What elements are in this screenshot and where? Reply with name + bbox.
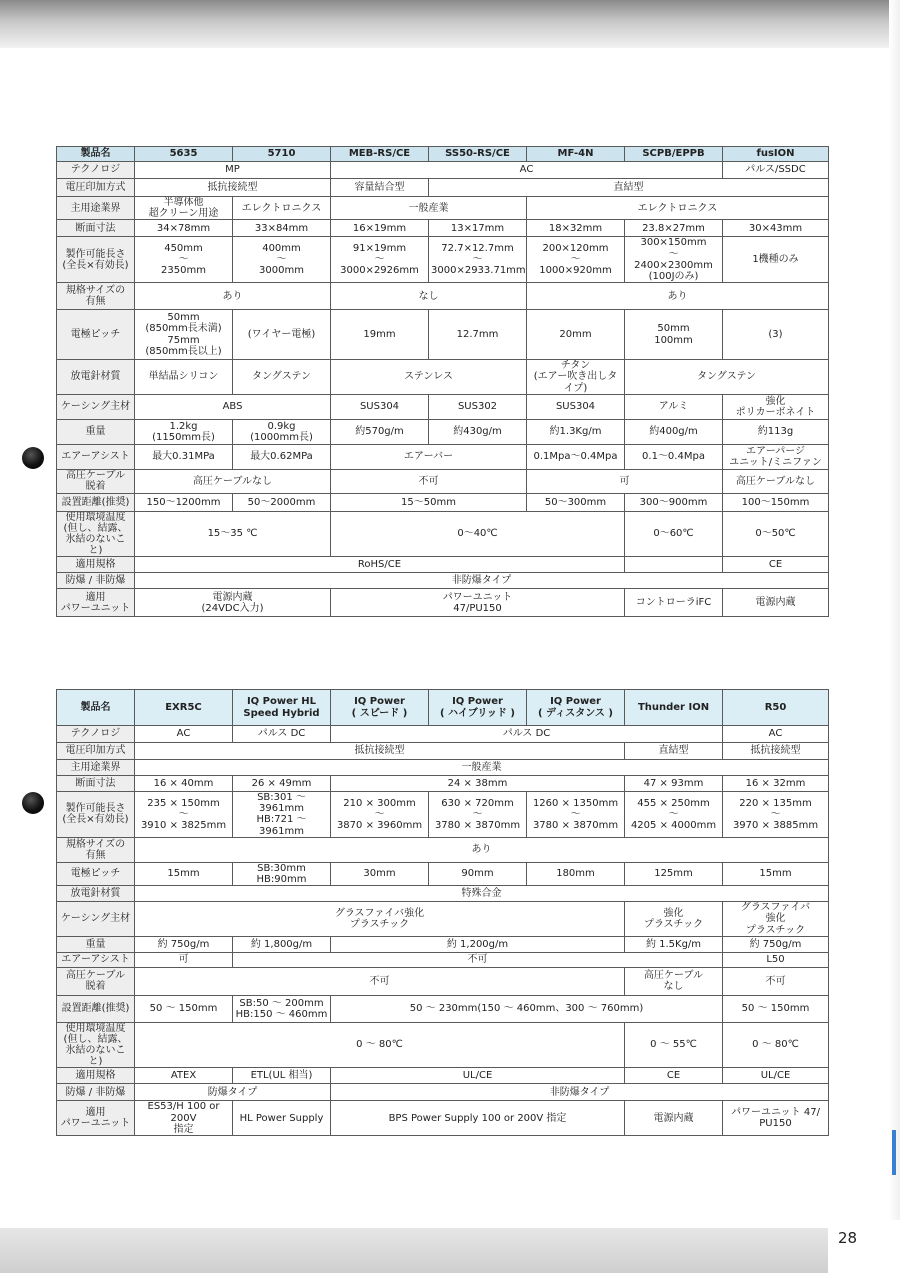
table-cell: 強化 ポリカーボネイト: [723, 394, 829, 419]
table-cell: 約 1.5Kg/m: [625, 936, 723, 952]
table-cell: SB:30mm HB:90mm: [233, 862, 331, 885]
table-cell: [625, 557, 723, 573]
row-label: 防爆 / 非防爆: [57, 573, 135, 589]
table-cell: 12.7mm: [429, 310, 527, 360]
row-label: 規格サイズの 有無: [57, 283, 135, 310]
table-cell: ATEX: [135, 1068, 233, 1084]
table-cell: 特殊合金: [135, 886, 829, 902]
row-label: 設置距離(推奨): [57, 995, 135, 1022]
page-footer-band: [0, 1228, 900, 1273]
table-row: [57, 197, 829, 220]
product-name-cell: 5635: [135, 147, 233, 162]
table-cell: ES53/H 100 or 200V 指定: [135, 1101, 233, 1136]
table-cell: 電源内蔵: [723, 589, 829, 617]
table-cell: SB:50 ～ 200mm HB:150 ～ 460mm: [233, 995, 331, 1022]
row-label: 製作可能長さ (全長×有効長): [57, 237, 135, 283]
table-row: [57, 952, 829, 967]
table-cell: 90mm: [429, 862, 527, 885]
table-cell: L50: [723, 952, 829, 967]
row-label: 使用環境温度 (但し、結露、 氷結のないこと): [57, 1022, 135, 1068]
table-row: [57, 1068, 829, 1084]
row-label: 断面寸法: [57, 220, 135, 237]
table-cell: 210 × 300mm ～ 3870 × 3960mm: [331, 792, 429, 838]
table-row: [57, 469, 829, 493]
product-name-cell: MEB-RS/CE: [331, 147, 429, 162]
table-cell: 24 × 38mm: [331, 776, 625, 792]
table-cell: エアーバー: [331, 444, 527, 469]
row-label: ケーシング主材: [57, 902, 135, 937]
table-row: [57, 419, 829, 444]
table-cell: 強化 プラスチック: [625, 902, 723, 937]
row-label: エアーアシスト: [57, 444, 135, 469]
header-row: [57, 690, 829, 726]
table-cell: グラスファイバ 強化 プラスチック: [723, 902, 829, 937]
header-row: [57, 147, 829, 162]
table-row: [57, 179, 829, 197]
product-name-cell: fusION: [723, 147, 829, 162]
table-cell: 電源内蔵 (24VDC入力): [135, 589, 331, 617]
row-label: 重量: [57, 419, 135, 444]
table-row: [57, 886, 829, 902]
table-cell: 高圧ケーブル なし: [625, 967, 723, 995]
table-cell: 約1.3Kg/m: [527, 419, 625, 444]
product-name-cell: MF-4N: [527, 147, 625, 162]
table-cell: CE: [625, 1068, 723, 1084]
table-row: [57, 726, 829, 743]
product-name-cell: EXR5C: [135, 690, 233, 726]
table-cell: 単結晶シリコン: [135, 360, 233, 395]
table-cell: タングステン: [233, 360, 331, 395]
table-row: [57, 511, 829, 557]
table-row: [57, 837, 829, 862]
row-label: 製作可能長さ (全長×有効長): [57, 792, 135, 838]
row-label: 電極ピッチ: [57, 862, 135, 885]
table-cell: 300～900mm: [625, 493, 723, 511]
table-cell: 一般産業: [331, 197, 527, 220]
table-row: [57, 310, 829, 360]
table-row: [57, 792, 829, 838]
table-row: [57, 589, 829, 617]
row-label: 高圧ケーブル 脱着: [57, 967, 135, 995]
table-cell: 0 ～ 55℃: [625, 1022, 723, 1068]
table-row: [57, 967, 829, 995]
row-label: 適用 パワーユニット: [57, 589, 135, 617]
table-cell: 0 ～ 80℃: [723, 1022, 829, 1068]
table-cell: 455 × 250mm ～ 4205 × 4000mm: [625, 792, 723, 838]
table-row: [57, 283, 829, 310]
table-cell: AC: [135, 726, 233, 743]
table-cell: 150～1200mm: [135, 493, 233, 511]
page-number: 28: [838, 1229, 858, 1247]
page-top-shadow: [0, 0, 900, 48]
table-cell: SB:301 ～ 3961mm HB:721 ～ 3961mm: [233, 792, 331, 838]
row-label: 電圧印加方式: [57, 179, 135, 197]
table-cell: 1機種のみ: [723, 237, 829, 283]
row-label: ケーシング主材: [57, 394, 135, 419]
row-label: 電極ピッチ: [57, 310, 135, 360]
table-cell: 125mm: [625, 862, 723, 885]
table-cell: パワーユニット 47/ PU150: [723, 1101, 829, 1136]
table-cell: 一般産業: [135, 760, 829, 776]
table-cell: UL/CE: [723, 1068, 829, 1084]
table-cell: コントローラiFC: [625, 589, 723, 617]
table-cell: 300×150mm ～ 2400×2300mm (100Jのみ): [625, 237, 723, 283]
table-cell: ETL(UL 相当): [233, 1068, 331, 1084]
table-cell: 可: [135, 952, 233, 967]
table-row: [57, 995, 829, 1022]
row-label: 高圧ケーブル 脱着: [57, 469, 135, 493]
table-cell: 50 ～ 230mm(150 ～ 460mm、300 ～ 760mm): [331, 995, 723, 1022]
row-label: 重量: [57, 936, 135, 952]
table-cell: エレクトロニクス: [527, 197, 829, 220]
table-cell: 13×17mm: [429, 220, 527, 237]
table-cell: 630 × 720mm ～ 3780 × 3870mm: [429, 792, 527, 838]
table-cell: 約 1,800g/m: [233, 936, 331, 952]
table-cell: 23.8×27mm: [625, 220, 723, 237]
table-cell: グラスファイバ強化 プラスチック: [135, 902, 625, 937]
row-label: 主用途業界: [57, 760, 135, 776]
table-cell: 1.2kg (1150mm長): [135, 419, 233, 444]
table-row: [57, 573, 829, 589]
table-cell: 高圧ケーブルなし: [723, 469, 829, 493]
binder-hole-icon: [22, 792, 44, 814]
row-label: テクノロジ: [57, 162, 135, 179]
row-label: エアーアシスト: [57, 952, 135, 967]
table-cell: アルミ: [625, 394, 723, 419]
row-label: 適用 パワーユニット: [57, 1101, 135, 1136]
table-cell: 約 750g/m: [723, 936, 829, 952]
table-cell: 16 × 32mm: [723, 776, 829, 792]
table-cell: 0～60℃: [625, 511, 723, 557]
table-row: [57, 1022, 829, 1068]
table-cell: ABS: [135, 394, 331, 419]
row-label: 適用規格: [57, 557, 135, 573]
table-cell: 最大0.62MPa: [233, 444, 331, 469]
row-label: 電圧印加方式: [57, 743, 135, 760]
table-cell: あり: [135, 837, 829, 862]
table-cell: 450mm ～ 2350mm: [135, 237, 233, 283]
table-cell: HL Power Supply: [233, 1101, 331, 1136]
row-label: 断面寸法: [57, 776, 135, 792]
table-row: [57, 162, 829, 179]
table-row: [57, 776, 829, 792]
product-name-cell: IQ Power ( ディスタンス ): [527, 690, 625, 726]
table-cell: あり: [135, 283, 331, 310]
row-label: 放電針材質: [57, 886, 135, 902]
product-name-cell: R50: [723, 690, 829, 726]
table-cell: 34×78mm: [135, 220, 233, 237]
table-cell: 電源内蔵: [625, 1101, 723, 1136]
table-cell: UL/CE: [331, 1068, 625, 1084]
table-cell: 0.1Mpa～0.4Mpa: [527, 444, 625, 469]
table-cell: 15～50mm: [331, 493, 527, 511]
product-name-cell: IQ Power ( スピード ): [331, 690, 429, 726]
table-row: [57, 220, 829, 237]
table-cell: 抵抗接続型: [135, 179, 331, 197]
table-cell: SUS304: [527, 394, 625, 419]
table-cell: RoHS/CE: [135, 557, 625, 573]
table-cell: BPS Power Supply 100 or 200V 指定: [331, 1101, 625, 1136]
table-cell: 防爆タイプ: [135, 1084, 331, 1101]
table-cell: 15mm: [135, 862, 233, 885]
table-cell: タングステン: [625, 360, 829, 395]
product-name-cell: SCPB/EPPB: [625, 147, 723, 162]
table-cell: エレクトロニクス: [233, 197, 331, 220]
table-cell: 16 × 40mm: [135, 776, 233, 792]
table-cell: パルス DC: [331, 726, 723, 743]
table-row: [57, 1101, 829, 1136]
row-label: 設置距離(推奨): [57, 493, 135, 511]
row-label: 使用環境温度 (但し、結露、 氷結のないこと): [57, 511, 135, 557]
table-cell: 0.1～0.4Mpa: [625, 444, 723, 469]
header-label-cell: 製品名: [57, 147, 135, 162]
table-row: [57, 557, 829, 573]
table-cell: 約400g/m: [625, 419, 723, 444]
table-cell: 非防爆タイプ: [135, 573, 829, 589]
table-cell: 18×32mm: [527, 220, 625, 237]
table-cell: ステンレス: [331, 360, 527, 395]
table-cell: 20mm: [527, 310, 625, 360]
table-cell: 50mm (850mm長未満) 75mm (850mm長以上): [135, 310, 233, 360]
product-name-cell: SS50-RS/CE: [429, 147, 527, 162]
table-cell: 400mm ～ 3000mm: [233, 237, 331, 283]
table-cell: 200×120mm ～ 1000×920mm: [527, 237, 625, 283]
table-cell: 72.7×12.7mm ～ 3000×2933.71mm: [429, 237, 527, 283]
table-cell: パルス DC: [233, 726, 331, 743]
table-cell: 抵抗接続型: [135, 743, 625, 760]
spec-table-2: [56, 689, 829, 1136]
table-cell: 19mm: [331, 310, 429, 360]
blue-edge-mark: [892, 1130, 896, 1175]
table-cell: あり: [527, 283, 829, 310]
table-cell: 高圧ケーブルなし: [135, 469, 331, 493]
table-cell: (3): [723, 310, 829, 360]
table-cell: 50～2000mm: [233, 493, 331, 511]
table-cell: SUS302: [429, 394, 527, 419]
binder-hole-icon: [22, 447, 44, 469]
row-label: 放電針材質: [57, 360, 135, 395]
table-cell: 26 × 49mm: [233, 776, 331, 792]
table-cell: AC: [723, 726, 829, 743]
table-cell: (ワイヤー電極): [233, 310, 331, 360]
row-label: テクノロジ: [57, 726, 135, 743]
product-name-cell: 5710: [233, 147, 331, 162]
table-cell: 33×84mm: [233, 220, 331, 237]
row-label: 適用規格: [57, 1068, 135, 1084]
spec-table-1: [56, 146, 829, 617]
table-cell: 可: [527, 469, 723, 493]
row-label: 防爆 / 非防爆: [57, 1084, 135, 1101]
table-cell: AC: [331, 162, 723, 179]
product-name-cell: IQ Power ( ハイブリッド ): [429, 690, 527, 726]
table-cell: 220 × 135mm ～ 3970 × 3885mm: [723, 792, 829, 838]
table-row: [57, 936, 829, 952]
table-row: [57, 760, 829, 776]
product-name-cell: Thunder ION: [625, 690, 723, 726]
table-cell: 0～40℃: [331, 511, 625, 557]
table-row: [57, 394, 829, 419]
table-row: [57, 1084, 829, 1101]
table-cell: 100～150mm: [723, 493, 829, 511]
table-cell: 不可: [135, 967, 625, 995]
table-cell: MP: [135, 162, 331, 179]
product-name-cell: IQ Power HL Speed Hybrid: [233, 690, 331, 726]
table-cell: 0 ～ 80℃: [135, 1022, 625, 1068]
row-label: 規格サイズの 有無: [57, 837, 135, 862]
table-row: [57, 360, 829, 395]
table-cell: 不可: [233, 952, 723, 967]
table-cell: 約570g/m: [331, 419, 429, 444]
table-cell: なし: [331, 283, 527, 310]
table-cell: 15～35 ℃: [135, 511, 331, 557]
table-cell: 16×19mm: [331, 220, 429, 237]
table-cell: 不可: [331, 469, 527, 493]
table-cell: 最大0.31MPa: [135, 444, 233, 469]
table-cell: パルス/SSDC: [723, 162, 829, 179]
table-cell: CE: [723, 557, 829, 573]
table-cell: 非防爆タイプ: [331, 1084, 829, 1101]
table-cell: 半導体他 超クリーン用途: [135, 197, 233, 220]
table-cell: 0.9kg (1000mm長): [233, 419, 331, 444]
table-cell: 50 ～ 150mm: [135, 995, 233, 1022]
table-row: [57, 902, 829, 937]
table-cell: チタン (エアー吹き出しタイプ): [527, 360, 625, 395]
table-cell: 直結型: [429, 179, 829, 197]
table-cell: 30×43mm: [723, 220, 829, 237]
table-cell: 1260 × 1350mm ～ 3780 × 3870mm: [527, 792, 625, 838]
table-cell: 約 1,200g/m: [331, 936, 625, 952]
table-cell: 50～300mm: [527, 493, 625, 511]
page-right-edge: [889, 0, 900, 1273]
table-cell: 47 × 93mm: [625, 776, 723, 792]
table-cell: 50 ～ 150mm: [723, 995, 829, 1022]
table-cell: 抵抗接続型: [723, 743, 829, 760]
table-cell: 約113g: [723, 419, 829, 444]
table-row: [57, 862, 829, 885]
table-row: [57, 237, 829, 283]
table-row: [57, 444, 829, 469]
table-cell: 約430g/m: [429, 419, 527, 444]
table-cell: 不可: [723, 967, 829, 995]
table-cell: 直結型: [625, 743, 723, 760]
table-cell: パワーユニット 47/PU150: [331, 589, 625, 617]
table-cell: 91×19mm ～ 3000×2926mm: [331, 237, 429, 283]
table-cell: 15mm: [723, 862, 829, 885]
table-cell: 30mm: [331, 862, 429, 885]
header-label-cell: 製品名: [57, 690, 135, 726]
table-cell: 50mm 100mm: [625, 310, 723, 360]
table-cell: 約 750g/m: [135, 936, 233, 952]
table-cell: 容量結合型: [331, 179, 429, 197]
row-label: 主用途業界: [57, 197, 135, 220]
table-cell: 0～50℃: [723, 511, 829, 557]
table-cell: 235 × 150mm ～ 3910 × 3825mm: [135, 792, 233, 838]
table-cell: エアーパージ ユニット/ミニファン: [723, 444, 829, 469]
table-row: [57, 493, 829, 511]
table-row: [57, 743, 829, 760]
table-cell: SUS304: [331, 394, 429, 419]
table-cell: 180mm: [527, 862, 625, 885]
